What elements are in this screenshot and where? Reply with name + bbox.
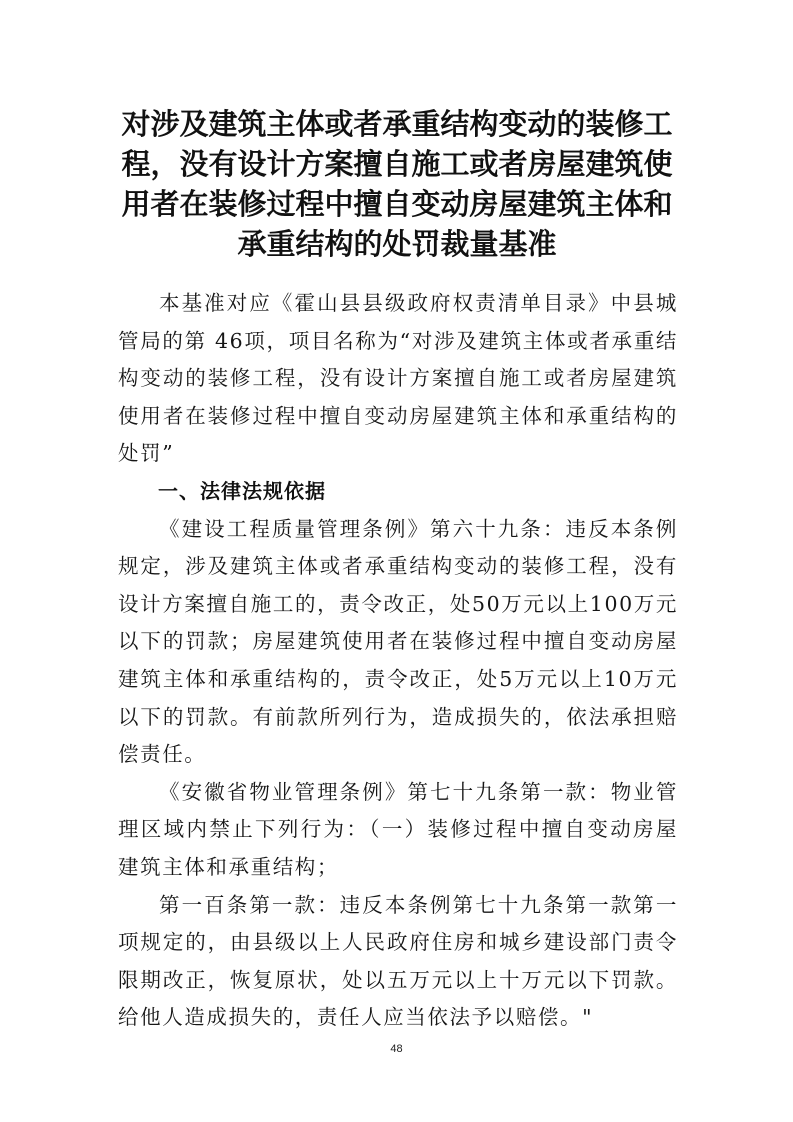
document-title: 对涉及建筑主体或者承重结构变动的装修工程，没有设计方案擅自施工或者房屋建筑使用者在装修过程中擅自变动房屋建筑主体和承重结构的处罚裁量基准 xyxy=(121,107,673,261)
section-heading-legal-basis: 一、法律法规依据 xyxy=(158,478,326,503)
intro-paragraph: 本基准对应《霍山县县级政府权责清单目录》中县城管局的第 46项，项目名称为“对涉及建筑主体或者承重结构变动的装修工程，没有设计方案擅自施工或者房屋建筑使用者在装修过程中擅自变动房屋建筑主体和承重结构的处罚” xyxy=(118,291,678,466)
document-body xyxy=(118,285,678,1037)
paragraph-property-regulation: 《安徽省物业管理条例》第七十九条第一款：物业管理区域内禁止下列行为：（一）装修过程中擅自变动房屋建筑主体和承重结构； xyxy=(118,779,678,879)
paragraph-construction-regulation: 《建设工程质量管理条例》第六十九条：违反本条例规定，涉及建筑主体或者承重结构变动的装修工程，没有设计方案擅自施工的，责令改正，处50万元以上100万元以下的罚款；房屋建筑使用者在装修过程中擅自变动房屋建筑主体和承重结构的，责令改正，处5万元以上10万元以下的罚款。有前款所列行为，造成损失的，依法承担赔偿责任。 xyxy=(118,516,678,767)
paragraph-penalty-clause: 第一百条第一款：违反本条例第七十九条第一款第一项规定的，由县级以上人民政府住房和城乡建设部门责令限期改正，恢复原状，处以五万元以上十万元以下罚款。给他人造成损失的，责任人应当依法予以赔偿。" xyxy=(118,892,678,1030)
page-number: 48 xyxy=(390,1043,403,1055)
